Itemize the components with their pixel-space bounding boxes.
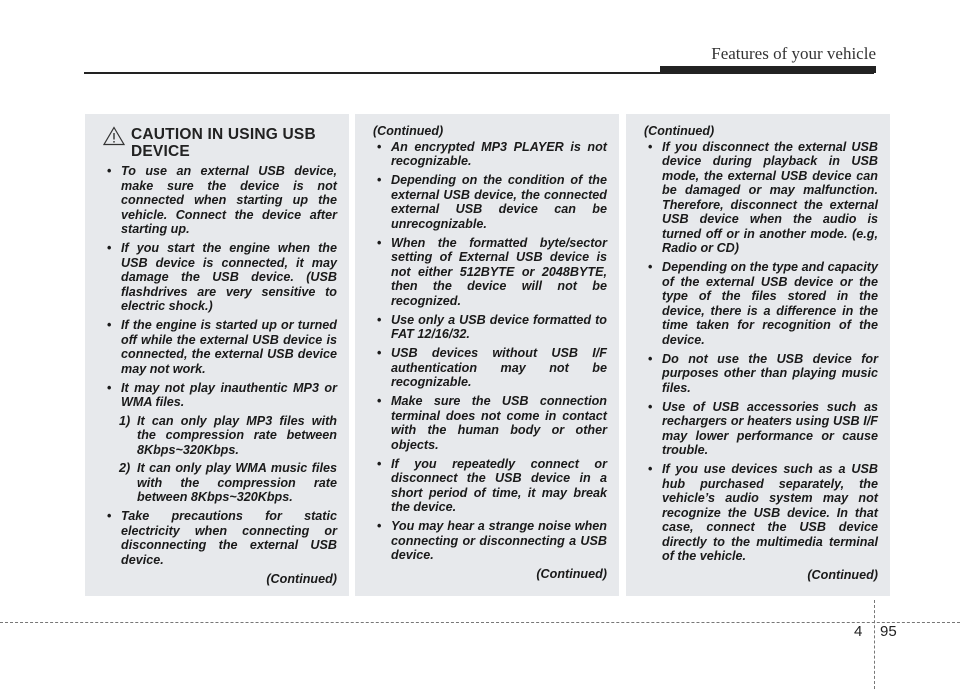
caution-list [644,140,878,564]
caution-column-3 [626,114,890,596]
list-item: • If you disconnect the external USB device during playback in USB mode, the external USB device can be damaged or may malfunction. Therefore, disconnect the external USB device when the audio is turned off or in another mode. (e.g, Radio or CD) [644,140,878,256]
list-item: • Depending on the type and capacity of the external USB device or the type of the files stored in the device, there is a difference in the time taken for recognition of the device. [644,260,878,347]
page-number: 95 [880,623,897,640]
list-item: • Use only a USB device formatted to FAT 12/16/32. [373,313,607,342]
caution-title: CAUTION IN USING USB DEVICE [131,126,316,160]
continued-label: (Continued) [536,567,607,581]
sub-item-number: 2) [119,461,131,475]
continued-label: (Continued) [373,124,444,138]
continued-label: (Continued) [644,124,715,138]
caution-column-2 [355,114,619,596]
caution-column-1 [85,114,349,596]
sub-list-item [103,461,337,505]
list-item: • You may hear a strange noise when connecting or disconnecting a USB device. [373,519,607,563]
warning-triangle-icon [103,126,125,146]
list-item: • If you use devices such as a USB hub purchased separately, the vehicle’s audio system may not recognize the USB device. In that case, connect the USB device directly to the multimedia terminal of the vehicle. [644,462,878,564]
footer-divider [874,600,875,689]
list-item: • Do not use the USB device for purposes other than playing music files. [644,352,878,396]
list-item: • Use of USB accessories such as rechargers or heaters using USB I/F may lower performance or cause trouble. [644,400,878,458]
sub-list [121,414,337,505]
page-header-title: Features of your vehicle [711,44,876,63]
chapter-number: 4 [854,623,863,640]
list-item: • If the engine is started up or turned off while the external USB device is connected, the external USB device may not work. [103,318,337,376]
list-item: • USB devices without USB I/F authentication may not be recognizable. [373,346,607,390]
caution-list [103,164,337,567]
sub-list-item [103,414,337,458]
list-item: • If you start the engine when the USB device is connected, it may damage the USB device. (USB flashdrives are very sensitive to electric shock.) [103,241,337,314]
sub-item-text: It can only play WMA music files with the compression rate between 8Kbps~320Kbps. [137,461,337,504]
caution-list [373,140,607,563]
caution-heading [103,126,337,160]
list-item: • To use an external USB device, make sure the device is not connected when starting up the vehicle. Connect the device after starting up. [103,164,337,237]
list-item-text: It may not play inauthentic MP3 or WMA files. [121,380,337,409]
continued-label: (Continued) [266,571,337,586]
continued-label: (Continued) [807,568,878,582]
sub-item-text: It can only play MP3 files with the compression rate between 8Kbps~320Kbps. [137,413,337,457]
list-item: • Depending on the condition of the external USB device, the connected external USB device can be unrecognizable. [373,173,607,231]
list-item: • When the formatted byte/sector setting of External USB device is not either 512BYTE or 2048BYTE, then the device will not be recognized. [373,236,607,309]
list-item: • An encrypted MP3 PLAYER is not recognizable. [373,140,607,169]
footer-rule [0,622,960,623]
list-item: • Take precautions for static electricity when connecting or disconnecting the external USB device. [103,509,337,567]
list-item: • Make sure the USB connection terminal does not come in contact with the human body or other objects. [373,394,607,452]
list-item: • If you repeatedly connect or disconnect the USB device in a short period of time, it may break the device. [373,457,607,515]
header-rule [84,72,874,74]
list-item [103,381,337,505]
sub-item-number: 1) [119,413,131,428]
